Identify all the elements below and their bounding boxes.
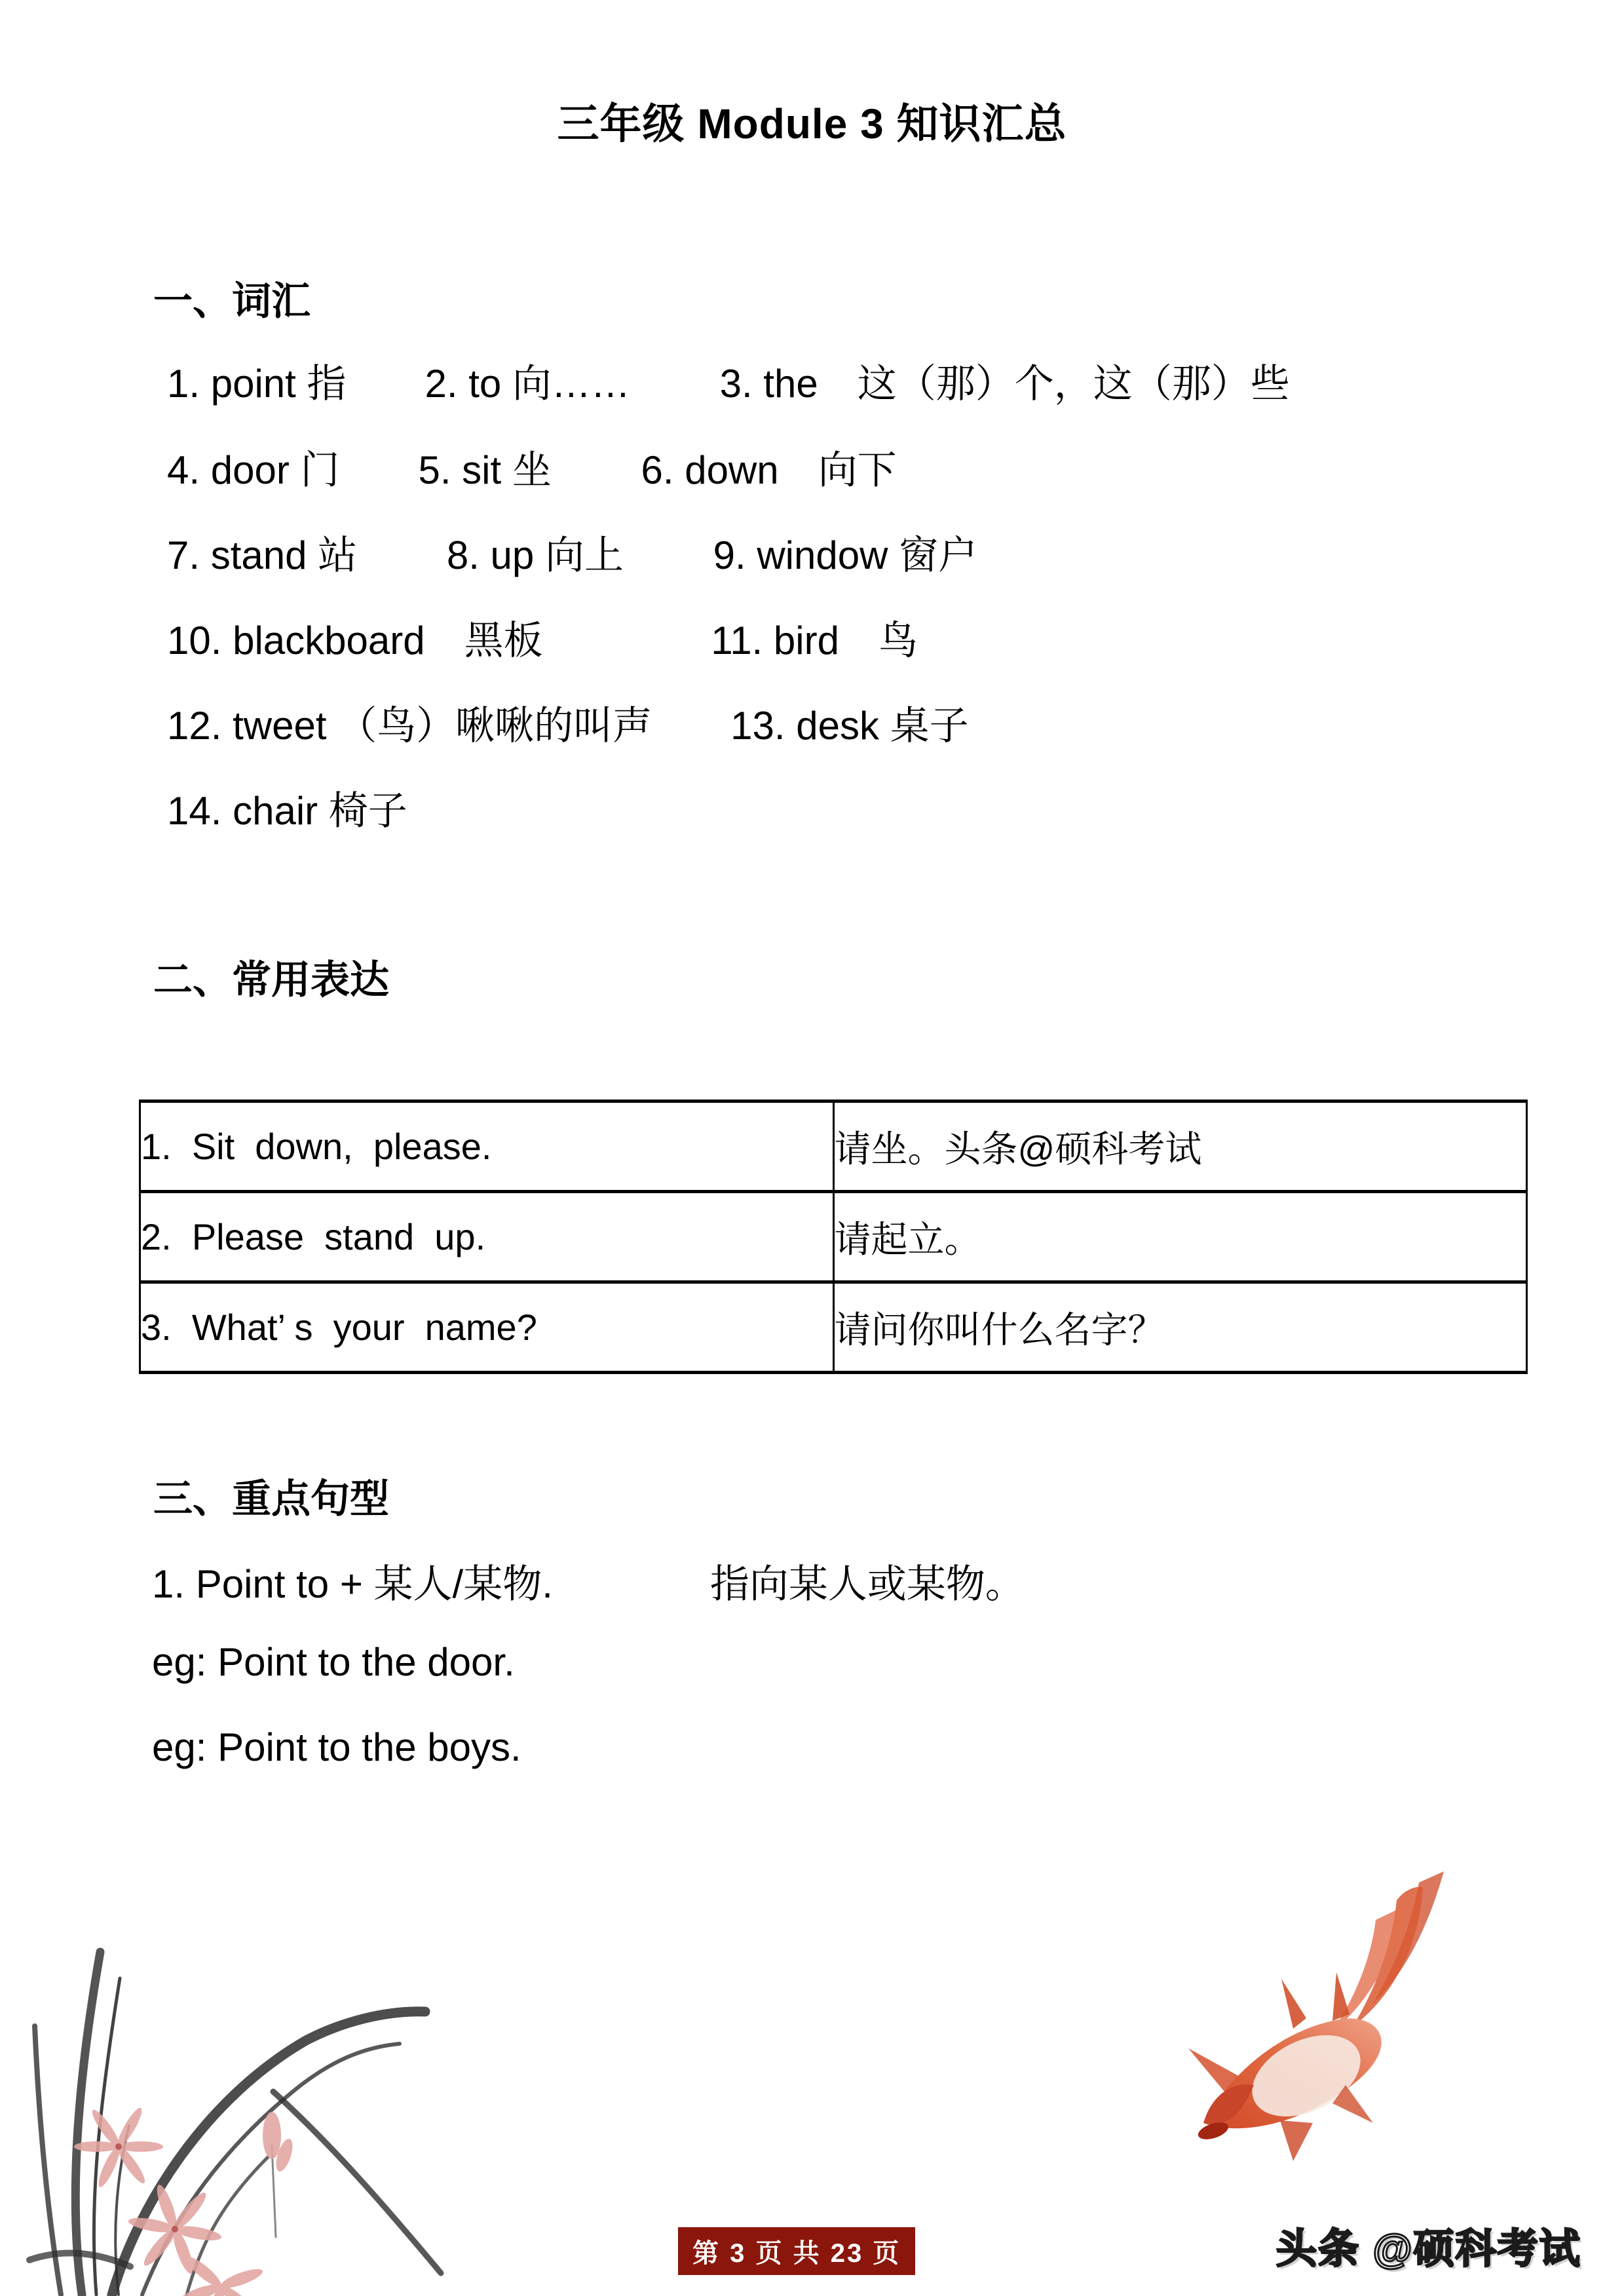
vocab-line: 10. blackboard 黑板 11. bird 鸟 (167, 619, 918, 662)
expression-chinese: 请起立。 (833, 1192, 1527, 1282)
vocab-line: 1. point 指 2. to 向…… 3. the 这（那）个，这（那）些 (167, 362, 1290, 406)
pattern-line: 1. Point to + 某人/某物. 指向某人或某物。 (152, 1562, 1025, 1606)
page-title: 三年级 Module 3 知识汇总 (557, 100, 1067, 147)
vocab-line: 4. door 门 5. sit 坐 6. down 向下 (167, 448, 897, 492)
watermark-text: 头条 @硕科考试 (1276, 2227, 1581, 2272)
expression-chinese: 请坐。头条@硕科考试 (833, 1101, 1527, 1192)
section-heading-vocab: 一、词汇 (153, 279, 311, 323)
vocab-line: 14. chair 椅子 (167, 789, 407, 833)
section-heading-expressions: 二、常用表达 (153, 958, 389, 1002)
expression-english: 1. Sit down, please. (140, 1101, 834, 1192)
expression-chinese: 请问你叫什么名字？ (833, 1282, 1527, 1373)
table-row (140, 1282, 1527, 1373)
koi-fish-illustration (1141, 1860, 1462, 2173)
expression-english: 2. Please stand up. (140, 1192, 834, 1282)
vocab-line: 7. stand 站 8. up 向上 9. window 窗户 (167, 533, 978, 577)
expressions-table (139, 1100, 1528, 1374)
pattern-line: eg: Point to the door. (152, 1640, 515, 1684)
page-number-badge: 第 3 页 共 23 页 (678, 2227, 915, 2275)
pattern-line: eg: Point to the boys. (152, 1725, 521, 1769)
expression-english: 3. What’ s your name? (140, 1282, 834, 1373)
vocab-line: 12. tweet （鸟）啾啾的叫声 13. desk 桌子 (167, 704, 969, 748)
orchid-ink-painting (0, 1929, 462, 2296)
table-row (140, 1192, 1527, 1282)
section-heading-patterns: 三、重点句型 (153, 1477, 389, 1521)
table-row (140, 1101, 1527, 1192)
